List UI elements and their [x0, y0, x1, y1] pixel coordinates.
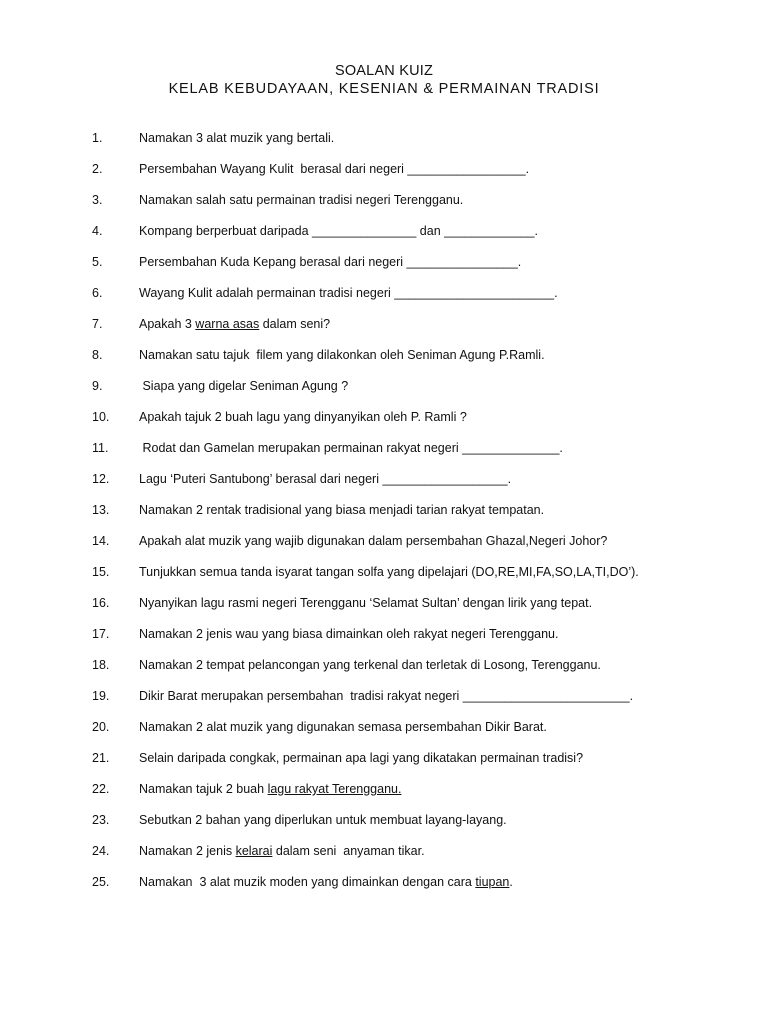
question-text — [139, 440, 563, 456]
question-item — [0, 440, 768, 471]
question-text — [139, 192, 463, 208]
question-text — [139, 223, 538, 239]
text-segment: Namakan 3 alat muzik moden yang dimainkan dengan cara — [139, 875, 476, 889]
text-segment: Siapa yang digelar Seniman Agung ? — [139, 379, 349, 393]
question-number: 5. — [92, 255, 103, 269]
question-text — [139, 595, 592, 611]
question-item — [0, 843, 768, 874]
question-number: 25. — [92, 875, 110, 889]
text-segment: Apakah alat muzik yang wajib digunakan dalam persembahan Ghazal,Negeri Johor? — [139, 534, 608, 548]
question-item — [0, 564, 768, 595]
question-item — [0, 626, 768, 657]
question-number: 9. — [92, 379, 103, 393]
question-text — [139, 533, 607, 549]
question-item — [0, 657, 768, 688]
text-segment: Namakan satu tajuk filem yang dilakonkan oleh Seniman Agung P.Ramli. — [139, 348, 545, 362]
text-segment: Namakan 2 tempat pelancongan yang terkenal dan terletak di Losong, Terengganu. — [139, 658, 601, 672]
question-number: 4. — [92, 224, 103, 238]
text-segment: Namakan 3 alat muzik yang bertali. — [139, 131, 335, 145]
text-segment: Persembahan Wayang Kulit berasal dari negeri _________________. — [139, 162, 530, 176]
question-number: 21. — [92, 751, 110, 765]
question-text — [139, 750, 583, 766]
text-segment: Namakan 2 alat muzik yang digunakan semasa persembahan Dikir Barat. — [139, 720, 547, 734]
question-text — [139, 843, 425, 859]
question-item — [0, 347, 768, 378]
question-text — [139, 409, 467, 425]
question-item — [0, 285, 768, 316]
underlined-text: tiupan — [475, 875, 510, 889]
question-number: 12. — [92, 472, 110, 486]
question-text — [139, 130, 334, 146]
text-segment: Dikir Barat merupakan persembahan tradisi rakyat negeri ________________________. — [139, 689, 634, 703]
question-text — [139, 285, 558, 301]
text-segment: Namakan 2 jenis — [139, 844, 236, 858]
question-number: 14. — [92, 534, 110, 548]
question-number: 23. — [92, 813, 110, 827]
question-text — [139, 378, 348, 394]
question-item — [0, 192, 768, 223]
question-number: 10. — [92, 410, 110, 424]
question-text — [139, 688, 633, 704]
question-text — [139, 471, 511, 487]
question-text — [139, 874, 513, 890]
question-item — [0, 223, 768, 254]
question-number: 11. — [92, 441, 109, 455]
question-item — [0, 874, 768, 905]
question-number: 7. — [92, 317, 103, 331]
question-item — [0, 130, 768, 161]
question-number: 15. — [92, 565, 110, 579]
question-text — [139, 812, 507, 828]
question-item — [0, 781, 768, 812]
underlined-text: warna asas — [195, 317, 260, 331]
question-item — [0, 595, 768, 626]
question-number: 13. — [92, 503, 110, 517]
text-segment: Wayang Kulit adalah permainan tradisi negeri _______________________. — [139, 286, 558, 300]
page-subtitle: KELAB KEBUDAYAAN, KESENIAN & PERMAINAN TRADISI — [168, 81, 600, 97]
text-segment: dalam seni? — [259, 317, 331, 331]
text-segment: Nyanyikan lagu rasmi negeri Terengganu ‘Selamat Sultan’ dengan lirik yang tepat. — [139, 596, 593, 610]
question-number: 17. — [92, 627, 110, 641]
text-segment: Namakan salah satu permainan tradisi negeri Terengganu. — [139, 193, 464, 207]
question-number: 1. — [92, 131, 103, 145]
question-item — [0, 409, 768, 440]
question-text — [139, 316, 330, 332]
question-text — [139, 502, 544, 518]
text-segment: Rodat dan Gamelan merupakan permainan rakyat negeri ______________. — [139, 441, 563, 455]
text-segment: Lagu ‘Puteri Santubong’ berasal dari negeri __________________. — [139, 472, 512, 486]
question-number: 2. — [92, 162, 103, 176]
underlined-text: kelarai — [235, 844, 273, 858]
question-item — [0, 688, 768, 719]
question-text — [139, 564, 639, 580]
question-item — [0, 750, 768, 781]
question-text — [139, 626, 558, 642]
question-number: 24. — [92, 844, 110, 858]
question-number: 16. — [92, 596, 110, 610]
question-number: 22. — [92, 782, 110, 796]
underlined-text: lagu rakyat Terengganu. — [267, 782, 402, 796]
text-segment: Apakah tajuk 2 buah lagu yang dinyanyikan oleh P. Ramli ? — [139, 410, 467, 424]
question-text — [139, 719, 547, 735]
question-list — [0, 130, 768, 905]
question-item — [0, 719, 768, 750]
question-number: 3. — [92, 193, 103, 207]
text-segment: Apakah 3 — [139, 317, 196, 331]
question-item — [0, 378, 768, 409]
question-item — [0, 316, 768, 347]
question-text — [139, 161, 529, 177]
text-segment: Sebutkan 2 bahan yang diperlukan untuk membuat layang-layang. — [139, 813, 507, 827]
question-item — [0, 812, 768, 843]
question-text — [139, 781, 401, 797]
text-segment: dalam seni anyaman tikar. — [272, 844, 425, 858]
question-item — [0, 254, 768, 285]
title-block — [0, 62, 768, 98]
question-number: 20. — [92, 720, 110, 734]
text-segment: . — [509, 875, 513, 889]
text-segment: Persembahan Kuda Kepang berasal dari negeri ________________. — [139, 255, 522, 269]
question-text — [139, 347, 545, 363]
text-segment: Kompang berperbuat daripada _______________ dan _____________. — [139, 224, 538, 238]
question-text — [139, 254, 521, 270]
question-number: 19. — [92, 689, 110, 703]
question-text — [139, 657, 601, 673]
question-item — [0, 161, 768, 192]
text-segment: Namakan 2 rentak tradisional yang biasa menjadi tarian rakyat tempatan. — [139, 503, 545, 517]
question-number: 18. — [92, 658, 110, 672]
text-segment: Namakan tajuk 2 buah — [139, 782, 268, 796]
question-number: 8. — [92, 348, 103, 362]
question-item — [0, 533, 768, 564]
text-segment: Namakan 2 jenis wau yang biasa dimainkan oleh rakyat negeri Terengganu. — [139, 627, 559, 641]
text-segment: Selain daripada congkak, permainan apa lagi yang dikatakan permainan tradisi? — [139, 751, 584, 765]
text-segment: Tunjukkan semua tanda isyarat tangan solfa yang dipelajari (DO,RE,MI,FA,SO,LA,TI,DO’). — [139, 565, 639, 579]
question-item — [0, 502, 768, 533]
question-item — [0, 471, 768, 502]
question-number: 6. — [92, 286, 103, 300]
page-title: SOALAN KUIZ — [334, 63, 434, 79]
